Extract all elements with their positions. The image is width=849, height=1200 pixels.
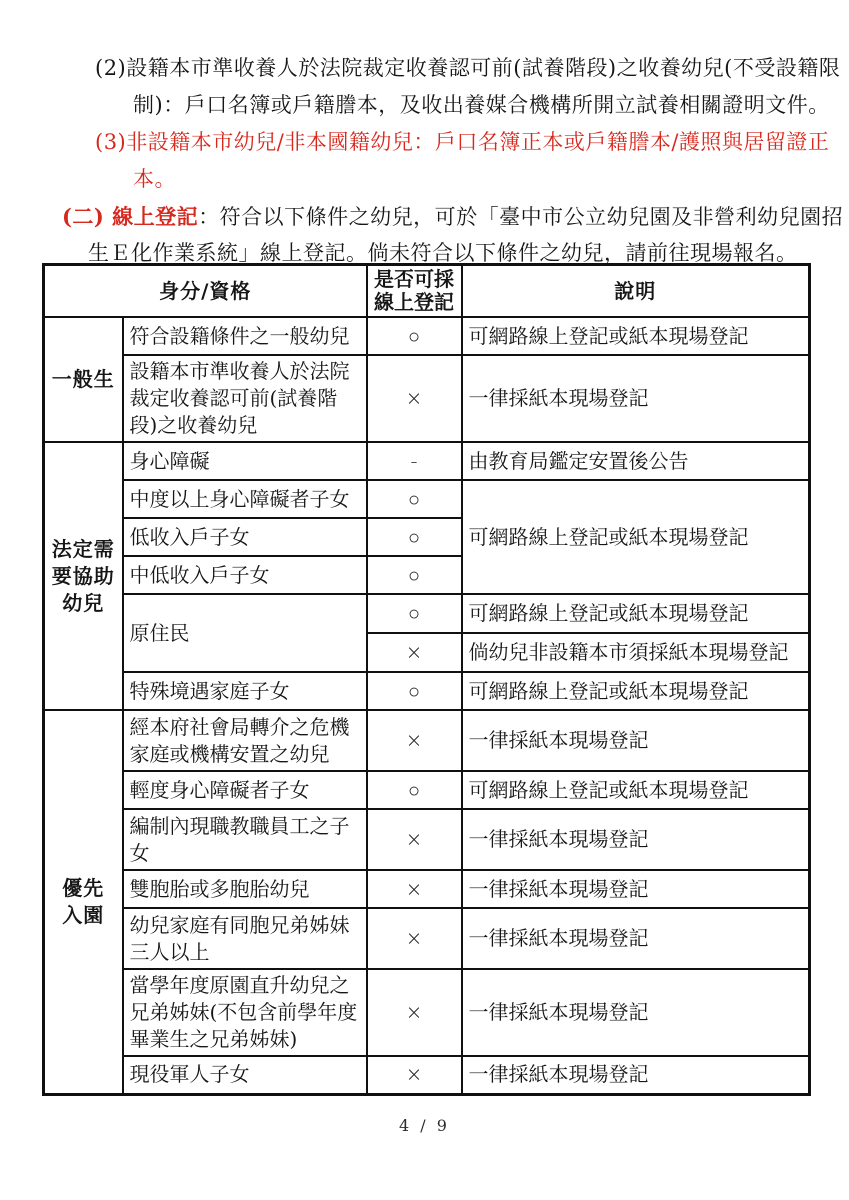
- table-row: [44, 969, 810, 1056]
- table-row: [44, 908, 810, 969]
- table-row: [44, 771, 810, 809]
- header-online-line2: 線上登記: [374, 290, 454, 314]
- table-row: [44, 1056, 810, 1094]
- cell-identity: 輕度身心障礙者子女: [123, 771, 367, 809]
- section-2-text: ：符合以下條件之幼兒，可於「臺中市公立幼兒園及非營利幼兒園招: [198, 205, 844, 229]
- registration-table: [42, 263, 811, 1096]
- page-number: 4 / 9: [399, 1116, 450, 1135]
- cell-note: 一律採紙本現場登記: [462, 1056, 810, 1094]
- section-2-line-2: 生Ｅ化作業系統」線上登記。倘未符合以下條件之幼兒，請前往現場報名。: [88, 241, 798, 265]
- cell-identity: 幼兒家庭有同胞兄弟姊妹三人以上: [123, 908, 367, 969]
- cell-note: 一律採紙本現場登記: [462, 969, 810, 1056]
- group-priority-line1: 優先: [62, 875, 105, 900]
- online-status-symbol: ×: [367, 1056, 462, 1094]
- online-status-symbol: ○: [367, 317, 462, 355]
- paragraph-3-line-1: (3)非設籍本市幼兒/非本國籍幼兒：戶口名簿正本或戶籍謄本/護照與居留證正: [95, 130, 830, 154]
- group-priority-line2: 入園: [62, 902, 105, 927]
- online-status-symbol: ×: [367, 809, 462, 870]
- cell-note: 一律採紙本現場登記: [462, 710, 810, 771]
- online-status-symbol: ×: [367, 355, 462, 442]
- online-status-symbol: ×: [367, 633, 462, 672]
- table-row: [44, 480, 810, 518]
- cell-identity: 當學年度原園直升幼兒之兄弟姊妹(不包含前學年度畢業生之兄弟姊妹): [123, 969, 367, 1056]
- table-row: [44, 442, 810, 480]
- header-online: [367, 265, 462, 318]
- cell-note: 倘幼兒非設籍本市須採紙本現場登記: [462, 633, 810, 672]
- cell-identity: 中度以上身心障礙者子女: [123, 480, 367, 518]
- section-2-line-1: [62, 198, 849, 235]
- table-row: [44, 710, 810, 771]
- paragraph-2-line-1: (2)設籍本市準收養人於法院裁定收養認可前(試養階段)之收養幼兒(不受設籍限: [95, 56, 841, 80]
- group-statutory-assist: [44, 442, 123, 710]
- group-statutory-line2: 要協助: [51, 563, 115, 588]
- table-row: [44, 672, 810, 710]
- online-status-symbol: ○: [367, 480, 462, 518]
- online-status-symbol: -: [367, 442, 462, 480]
- group-priority: [44, 710, 123, 1094]
- group-statutory-line1: 法定需: [51, 536, 115, 561]
- online-status-symbol: ×: [367, 908, 462, 969]
- cell-identity: 設籍本市準收養人於法院裁定收養認可前(試養階段)之收養幼兒: [123, 355, 367, 442]
- group-general: 一般生: [44, 317, 123, 442]
- cell-identity: 現役軍人子女: [123, 1056, 367, 1094]
- online-status-symbol: ○: [367, 556, 462, 594]
- table-row: [44, 317, 810, 355]
- header-identity: 身分/資格: [44, 265, 367, 318]
- online-status-symbol: ×: [367, 870, 462, 908]
- cell-note: 可網路線上登記或紙本現場登記: [462, 771, 810, 809]
- cell-note-shared: 可網路線上登記或紙本現場登記: [462, 480, 810, 594]
- cell-identity: 身心障礙: [123, 442, 367, 480]
- table-header-row: [44, 265, 810, 318]
- cell-identity: 中低收入戶子女: [123, 556, 367, 594]
- table-row: [44, 355, 810, 442]
- header-note: 說明: [462, 265, 810, 318]
- cell-identity: 經本府社會局轉介之危機家庭或機構安置之幼兒: [123, 710, 367, 771]
- header-online-line1: 是否可採: [374, 267, 454, 291]
- cell-note: 一律採紙本現場登記: [462, 809, 810, 870]
- cell-identity: 特殊境遇家庭子女: [123, 672, 367, 710]
- intro-text-block: [0, 50, 849, 272]
- cell-identity: 編制內現職教職員工之子女: [123, 809, 367, 870]
- cell-identity: 雙胞胎或多胞胎幼兒: [123, 870, 367, 908]
- cell-note: 可網路線上登記或紙本現場登記: [462, 317, 810, 355]
- online-status-symbol: ○: [367, 594, 462, 633]
- group-statutory-line3: 幼兒: [62, 590, 105, 615]
- cell-identity: 原住民: [123, 594, 367, 672]
- cell-identity: 符合設籍條件之一般幼兒: [123, 317, 367, 355]
- paragraph-3-line-2: 本。: [133, 167, 176, 191]
- online-status-symbol: ○: [367, 771, 462, 809]
- online-status-symbol: ○: [367, 518, 462, 556]
- cell-note: 一律採紙本現場登記: [462, 908, 810, 969]
- section-2-label: (二) 線上登記: [62, 204, 199, 229]
- cell-note: 一律採紙本現場登記: [462, 870, 810, 908]
- cell-note: 由教育局鑑定安置後公告: [462, 442, 810, 480]
- table-row: [44, 594, 810, 633]
- cell-note: 一律採紙本現場登記: [462, 355, 810, 442]
- online-status-symbol: ×: [367, 969, 462, 1056]
- table-row: [44, 809, 810, 870]
- cell-identity: 低收入戶子女: [123, 518, 367, 556]
- online-status-symbol: ○: [367, 672, 462, 710]
- paragraph-2-line-2: 制)：戶口名簿或戶籍謄本，及收出養媒合機構所開立試養相關證明文件。: [133, 93, 830, 117]
- online-status-symbol: ×: [367, 710, 462, 771]
- table-row: [44, 870, 810, 908]
- cell-note: 可網路線上登記或紙本現場登記: [462, 594, 810, 633]
- cell-note: 可網路線上登記或紙本現場登記: [462, 672, 810, 710]
